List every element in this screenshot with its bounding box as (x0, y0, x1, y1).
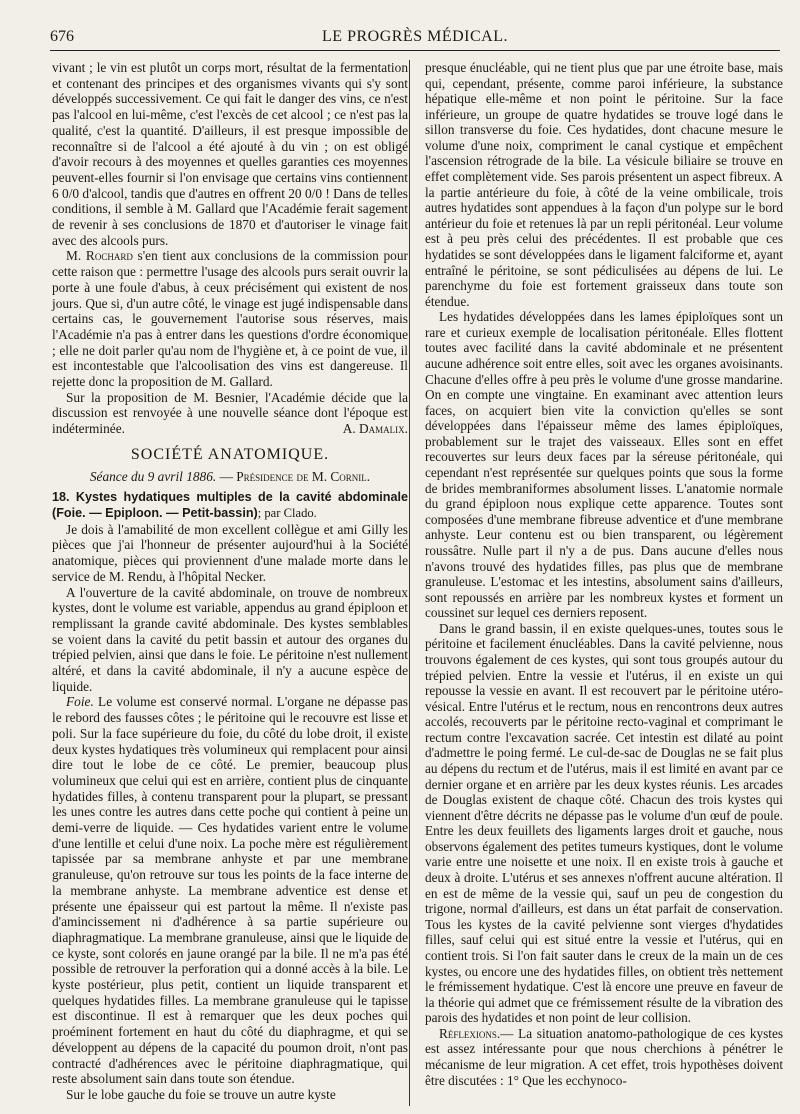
seance-line (52, 469, 408, 485)
left-column (52, 60, 408, 1103)
article-heading: Kystes hydatiques multiples de la cavité abdominale (75, 490, 408, 505)
paragraph: Sur le lobe gauche du foie se trouve un autre kyste (66, 1087, 336, 1102)
paragraph-text: Sur la proposition de M. Besnier, l'Académie décide que la discussion est renvoyée à une nouvelle séance dont l'époque est indéterminée. (52, 389, 408, 437)
signature: A. Damalix. (342, 421, 408, 437)
section-title: SOCIÉTÉ ANATOMIQUE. (130, 445, 330, 463)
paragraph (425, 1026, 783, 1088)
seance-date: Séance du 9 avril 1886. (89, 468, 217, 484)
paragraph-lead: Foie. (66, 694, 94, 710)
paragraph: A l'ouverture de la cavité abdominale, on trouve de nombreux kystes, dont le volume est variable, appendus au grand épiploon et remplissant la grande cavité abdominale. Des kystes semblables se voient dans la cavité du petit bassin et autour des organes du trépied pelvien, ainsi que dans le foie. Le péritoine n'est nullement altéré, et dans la cavité abdominale, il n'y a aucune espèce de liquide. (52, 584, 408, 694)
seance-presidence: — Présidence de M. Cornil. (216, 468, 371, 484)
paragraph: presque énucléable, qui ne tient plus que par une étroite base, mais qui, cependant, présente, comme paroi inférieure, la substance hépatique elle-même et non point le péritoine. Sur la face inférieure, un groupe de quatre hydatides se trouve logé dans le sillon transverse du foie. Ces hydatides, dont chacune mesure le volume d'une noix, compriment le canal cystique et empêchent l'ascension rétrograde de la bile. La vésicule biliaire se trouve en effet complètement vide. Ses parois présentent un aspect fibreux. A la partie antérieure du foie, à côté de la veine ombilicale, trois autres hydatides sont appendues à la façon d'un polype sur le bord antérieur du foie et retenues là par un repli péritonéal. Leur volume est à peu près celui des précédentes. Il est probable que ces hydatides se sont développées dans le ligament falciforme et, ayant entraîné le péritoine, se sont pédiculisées au dépens de lui. Le parenchyme du foie est fortement graisseux dans toute son étendue. (425, 60, 783, 309)
right-column (425, 60, 783, 1088)
paragraph: Dans le grand bassin, il en existe quelques-unes, toutes sous le péritoine et facilement énucléables. Dans la cavité pelvienne, nous trouvons également de ces kystes, qui sont tous groupés autour du trépied pelvien. Entre la vessie et l'utérus, il en existe un qui repousse la vessie en avant. Il est recouvert par le péritoine utéro-vésical. Entre l'utérus et le rectum, nous en rencontrons deux autres accolés, recouverts par le péritoine recto-vaginal et comprimant le rectum contre l'excavation sacrée. Cet intestin est dilaté au point d'admettre le poing fermé. Le cul-de-sac de Douglas ne se fait plus au dépens du rectum et de l'utérus, mais il est limité en avant par ce dernier organe et en arrière par les deux kystes réunis. Les arcades de Douglas existent de chaque côté. Chacun des trois kystes qui viennent d'être décrits ne dépasse pas le volume d'un œuf de poule. Entre les deux feuillets des ligaments larges droit et gauche, nous observons également des petites tumeurs kystiques, dont le volume varie entre une noisette et une noix. Il en existe trois à gauche et deux à droite. L'utérus et ses annexes n'offrent aucune altération. Il en est de même de la vessie qui, sauf un peu de congestion du trigone, normal d'ailleurs, est dans un état parfait de conservation. Tous les kystes de la cavité pelvienne sont vierges d'hydatides filles, sauf celui qui est situé entre la vessie et l'utérus, qui en contient trois. Si l'on fait sauter dans le creux de la main un de ces kystes, ou encore une des hydatides filles, on obtient très nettement le frémissement hydatique. C'est là encore une preuve en faveur de la théorie qui admet que ce frémissement résulte de la vibration des parois des hydatides et non point de leur collision. (425, 620, 783, 1026)
paragraph (52, 694, 408, 1087)
paragraph: Je dois à l'amabilité de mon excellent collègue et ami Gilly les pièces que j'ai l'honneur de présenter aujourd'hui à la Société anatomique, pièces qui proviennent d'une malade morte dans le service de M. Rendu, à l'hôpital Necker. (52, 521, 408, 584)
paragraph (52, 390, 408, 437)
running-header (50, 26, 780, 51)
person-name: M. Rochard (66, 248, 133, 264)
journal-title: LE PROGRÈS MÉDICAL. (322, 28, 508, 45)
paragraph (52, 248, 408, 389)
column-divider (409, 60, 410, 1106)
paragraph-text: s'en tient aux conclusions de la commission pour cette raison que : permettre l'usage des alcools purs serait ouvrir la porte à une foule d'abus, à ceux précisément qui existent de nos jours. Que si, d'un autre côté, le vinage est jugé indispensable dans certains cas, le gouvernement l'autorise sous réserves, mais l'Académie n'a pas à entrer dans les questions d'ordre économique ; elle ne doit parler qu'au nom de l'hygiène et, à ce point de vue, il est incontestable que l'alcoolisation des vins est dangereuse. Il rejette donc la proposition de M. Gallard. (52, 248, 408, 390)
paragraph: vivant ; le vin est plutôt un corps mort, résultat de la fermentation et contenant des principes et des organismes vivants qui s'y sont développés successivement. Ce qui fait le danger des vins, ce n'est pas l'alcool en lui-même, c'est l'excès de cet alcool ; ce n'est pas la qualité, c'est la quantité. D'ailleurs, il est presque impossible de reconnaître si de l'alcool a été ajouté à du vin ; on est obligé d'avoir recours à des moyennes et quelles garanties ces moyennes peuvent-elles fournir si l'on envisage que certains vins contiennent 6 0/0 d'alcool, tandis que d'autres en offrent 20 0/0 ! Dans de telles conditions, il semble à M. Gallard que l'Académie ferait sagement de revenir à ses conclusions de 1870 et d'autoriser le vinage fait avec des alcools purs. (52, 60, 408, 248)
paragraph: Les hydatides développées dans les lames épiploïques sont un rare et curieux exemple de localisation péritonéale. Elles flottent toutes avec facilité dans la cavité abdominale et ne présentent aucune adhérence soit entre elles, soit avec les organes avoisinants. Chacune d'elles offre à peu près le volume d'une grosse mandarine. On en compte une vingtaine. En examinant avec attention leurs faces, on acquiert bien vite la conviction qu'elles se sont développées dans l'épaisseur même des lames épiploïques, probablement sur le trajet des vaisseaux. Elles sont en effet recouvertes sur leurs deux faces par la séreuse péritonéale, qui cependant n'est représentée sur quelques points que sous la forme de brides membraniformes absolument lisses. L'anatomie normale du grand épiploon nous explique cette apparence. Toutes sont composées d'une membrane fibreuse adventice et d'une membrane anhyste. Leur contenu est ou bien transparent, ou légèrement roussâtre. Nulle part il n'y a de pus. Dans aucune d'elles nous n'avons trouvé des hydatides filles, pas plus que de membrane granuleuse. L'estomac et les intestins, absolument sains d'ailleurs, sont repoussés en arrière par les nombreux kystes et forment un coussinet sur lequel ces derniers reposent. (425, 309, 783, 621)
article-author: ; par Clado. (257, 505, 317, 520)
article-number: 18. (52, 490, 76, 505)
page-number: 676 (50, 28, 74, 45)
paragraph-text: — La situation anatomo-pathologique de ces kystes est assez intéressante pour que nous cherchions à pénétrer le mécanisme de leur migration. A cet effet, trois hypothèses doivent être discutées : 1° Que les ecchynoco- (425, 1025, 783, 1088)
paragraph-lead: Réflexions. (439, 1025, 501, 1041)
article-keywords: (Foie. — Epiploon. — Petit-bassin) (52, 505, 258, 520)
article-title (52, 490, 408, 521)
paragraph-text: Le volume est conservé normal. L'organe ne dépasse pas le rebord des fausses côtes ; le péritoine qui le recouvre est lisse et poli. Sur la face supérieure du foie, du côté du lobe droit, il existe deux kystes hydatiques très volumineux qui remplacent pour ainsi dire tout le lobe de ce côté. Le premier, beaucoup plus volumineux que celui qui est en arrière, contient plus de cinquante hydatides filles, à contenu transparent pour la plupart, se pressant les unes contre les autres dans cette poche qui contient à peine un demi-verre de liquide. — Ces hydatides varient entre le volume d'une lentille et celui d'une noix. La poche mère est régulièrement tapissée par sa membrane anhyste et par une membrane granuleuse, qu'on retrouve sur tous les points de la face interne de la membrane anhyste. La membrane adventice est dense et présente une épaisseur qui est partout la même. Il n'existe pas d'amincissement ni d'adhérence à sa partie supérieure ou diaphragmatique. La membrane granuleuse, ainsi que le liquide de ce kyste, sont colorés en jaune orangé par la bile. Il ne m'a pas été possible de retrouver la perforation qui a donné accès à la bile. Le kyste postérieur, plus petit, contient un liquide transparent et quelques hydatides filles. La membrane granuleuse qui le tapisse est discontinue. Il est à remarquer que les deux poches qui proéminent fortement en haut du côté du diaphragme, et qui se développent au dépens de la capacité du poumon droit, n'ont pas contracté d'adhérences avec le péritoine diaphragmatique, qui reste absolument sain dans toute son étendue. (52, 694, 408, 1087)
